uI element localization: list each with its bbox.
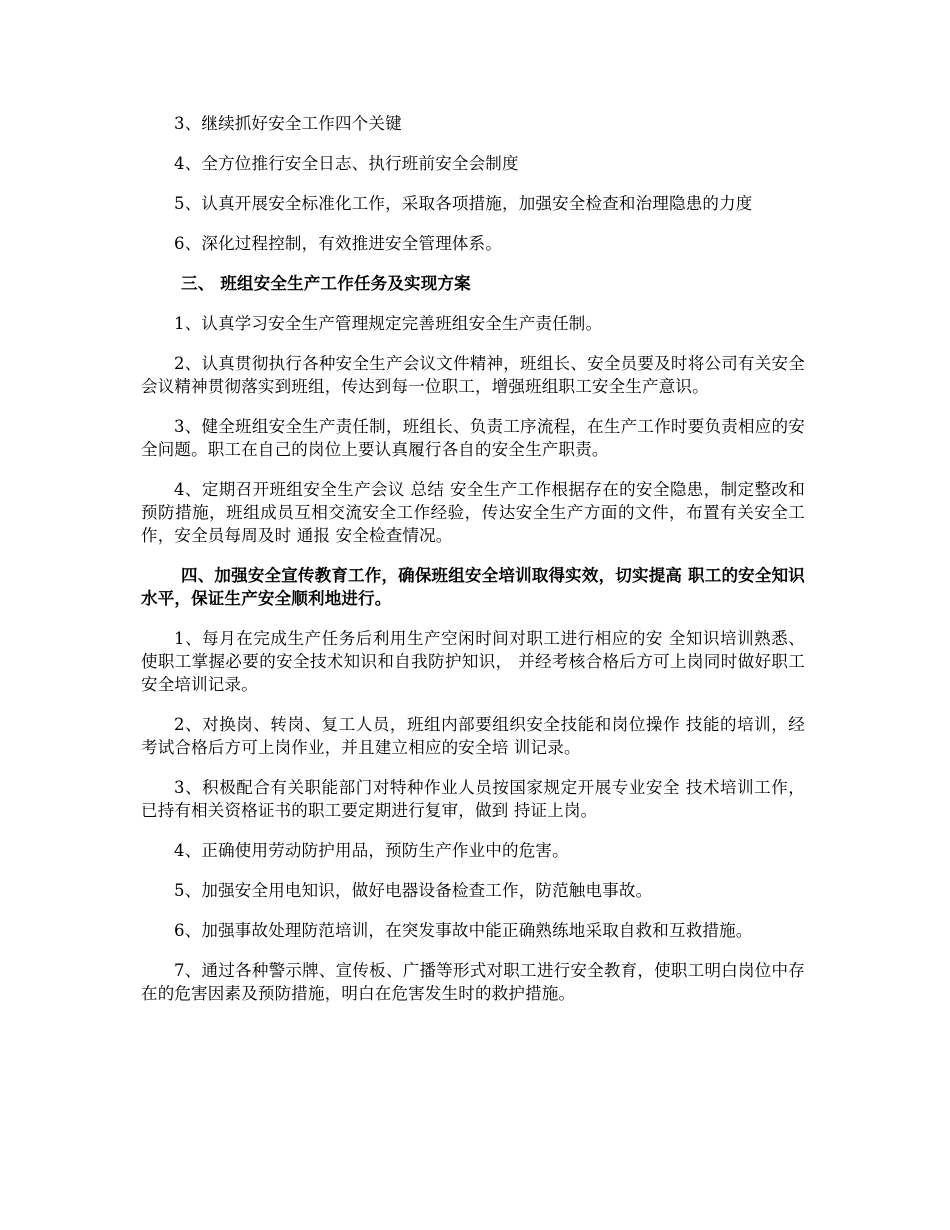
paragraph-training-5: 5、加强安全用电知识，做好电器设备检查工作，防范触电事故。 bbox=[174, 881, 653, 900]
paragraph-task-1: 1、认真学习安全生产管理规定完善班组安全生产责任制。 bbox=[174, 314, 603, 333]
paragraph-item-6-process-control: 6、深化过程控制，有效推进安全管理体系。 bbox=[174, 234, 502, 253]
paragraph-training-2: 2、对换岗、转岗、复工人员，班组内部要组织安全技能和岗位操作 技能的培训，经考试合格后方可上岗作业，并且建立相应的安全培 训记录。 bbox=[141, 715, 805, 757]
paragraph-item-4-safety-log: 4、全方位推行安全日志、执行班前安全会制度 bbox=[174, 154, 519, 173]
paragraph-task-4: 4、定期召开班组安全生产会议 总结 安全生产工作根据存在的安全隐患，制定整改和预防措施，班组成员互相交流安全工作经验，传达安全生产方面的文件，布置有关安全工作，安全员每周及时 通报 安全检查情况。 bbox=[141, 480, 805, 545]
paragraph-training-6: 6、加强事故处理防范培训，在突发事故中能正确熟练地采取自救和互救措施。 bbox=[174, 921, 753, 940]
paragraph-training-3: 3、积极配合有关职能部门对特种作业人员按国家规定开展专业安全 技术培训工作，已持有相关资格证书的职工要定期进行复审，做到 持证上岗。 bbox=[141, 778, 805, 820]
paragraph-task-2: 2、认真贯彻执行各种安全生产会议文件精神，班组长、安全员要及时将公司有关安全会议精神贯彻落实到班组，传达到每一位职工，增强班组职工安全生产意识。 bbox=[141, 354, 805, 396]
paragraph-item-3-key-points: 3、继续抓好安全工作四个关键 bbox=[174, 114, 402, 133]
paragraph-task-3: 3、健全班组安全生产责任制，班组长、负责工序流程，在生产工作时要负责相应的安全问题。职工在自己的岗位上要认真履行各自的安全生产职责。 bbox=[141, 417, 805, 459]
paragraph-training-4: 4、正确使用劳动防护用品，预防生产作业中的危害。 bbox=[174, 841, 569, 860]
paragraph-training-1: 1、每月在完成生产任务后利用生产空闲时间对职工进行相应的安 全知识培训熟悉、使职工掌握必要的安全技术知识和自我防护知识， 并经考核合格后方可上岗同时做好职工安全培训记录。 bbox=[141, 629, 805, 694]
document-page bbox=[141, 112, 805, 1022]
section-heading-4: 四、加强安全宣传教育工作，确保班组安全培训取得实效，切实提高 职工的安全知识水平，保证生产安全顺利地进行。 bbox=[141, 566, 805, 608]
section-heading-3: 三、 班组安全生产工作任务及实现方案 bbox=[181, 274, 471, 293]
paragraph-training-7: 7、通过各种警示牌、宣传板、广播等形式对职工进行安全教育，使职工明白岗位中存在的危害因素及预防措施，明白在危害发生时的救护措施。 bbox=[141, 961, 805, 1003]
paragraph-item-5-standardization: 5、认真开展安全标准化工作，采取各项措施，加强安全检查和治理隐患的力度 bbox=[174, 194, 753, 213]
